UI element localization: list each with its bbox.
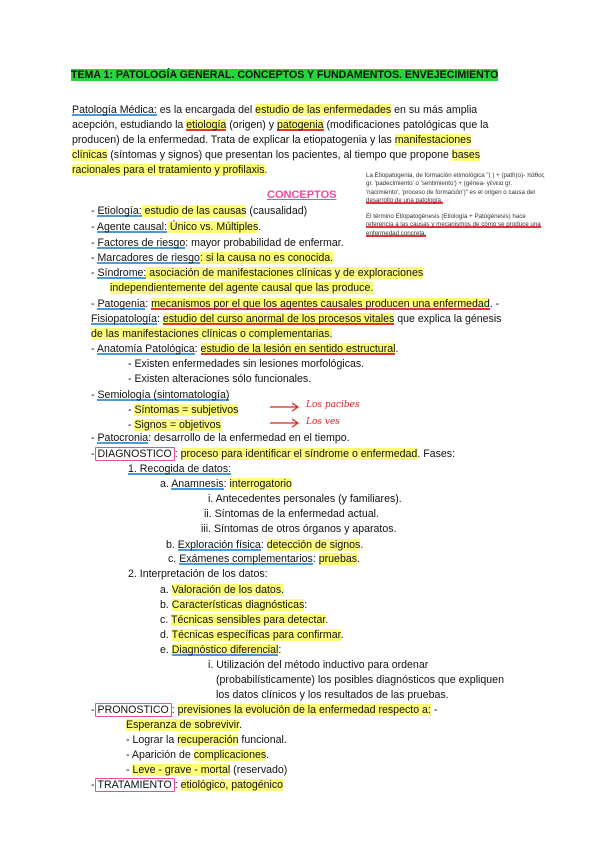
interp-b: b. Características diagnósticas:: [160, 599, 308, 611]
exploracion: b. Exploración física: detección de signos.: [166, 539, 364, 551]
interp-d: d. Técnicas específicas para confirmar.: [160, 629, 344, 641]
document-title: TEMA 1: PATOLOGÍA GENERAL. CONCEPTOS Y FUNDAMENTOS. ENVEJECIMIENTO: [71, 69, 499, 81]
concept-pronostico: - PRONOSTICO : previsiones la evolución de la enfermedad respecto a: -: [91, 704, 438, 716]
intro-line-1: Patología Médica: es la encargada del estudio de las enfermedades en su más amplia: [72, 104, 478, 116]
section-heading: CONCEPTOS: [267, 189, 337, 201]
metodo-line-2: (probabilísticamente) los posibles diagnósticos que expliquen: [216, 674, 504, 686]
fase-2: 2. Interpretación de los datos:: [128, 568, 268, 580]
concept-fisiopatologia-cont: de las manifestaciones clínicas o complementarias.: [91, 328, 333, 340]
concept-sindrome: - Síndrome: asociación de manifestaciones clínicas y de exploraciones: [91, 267, 424, 279]
pronostico-gravedad: - Leve - grave - mortal (reservado): [126, 764, 288, 776]
concept-patogenia: - Patogenia: mecanismos por el que los agentes causales producen una enfermedad. -: [91, 298, 500, 310]
concept-anatomia: - Anatomía Patológica: estudio de la lesión en sentido estructural.: [91, 343, 399, 355]
concept-marcadores-riesgo: - Marcadores de riesgo: si la causa no es conocida.: [91, 252, 334, 264]
hand-note-sintomas: Los pacibes: [306, 400, 360, 410]
interp-c: c. Técnicas sensibles para detectar.: [160, 614, 329, 626]
intro-line-2: acepción, estudiando la etiología (origen) y patogenia (modificaciones patológicas que la: [72, 119, 489, 131]
examenes: c. Exámenes complementarios: pruebas.: [168, 553, 360, 565]
metodo-line-1: i. Utilización del método inductivo para ordenar: [208, 659, 429, 671]
concept-diagnostico: - DIAGNOSTICO : proceso para identificar el síndrome o enfermedad. Fases:: [91, 448, 456, 460]
concept-tratamiento: - TRATAMIENTO : etiológico, patogénico: [91, 779, 284, 791]
concept-factores-riesgo: - Factores de riesgo: mayor probabilidad de enfermar.: [91, 237, 344, 249]
anatomia-sub-2: - Existen alteraciones sólo funcionales.: [128, 373, 312, 385]
semiologia-sintomas: - Síntomas = subjetivos: [128, 404, 239, 416]
anamnesis-sub-3: iii. Síntomas de otros órganos y aparatos.: [201, 523, 397, 535]
intro-line-4: clínicas (síntomas y signos) que presentan los pacientes, al tiempo que propone bases: [72, 149, 481, 161]
interp-a: a. Valoración de los datos.: [160, 584, 285, 596]
concept-semiologia: - Semiología (sintomatología): [91, 389, 230, 401]
anatomia-sub-1: - Existen enfermedades sin lesiones morfológicas.: [128, 358, 365, 370]
hand-note-signos: Los ves: [306, 417, 340, 427]
concept-fisiopatologia: Fisiopatología: estudio del curso anormal de los procesos vitales que explica la génesis: [91, 313, 502, 325]
side-note: La Etiopatogenia, de formación etimológica "( ) + (path(o)- πάθος gr. 'padecimiento' o 'sentimiento') + (génea- γένεια gr. 'nacimiento', 'proceso de formación')" es el origen o causa del desarrollo de una patología. El término Etiopatogénesis (Etiología + Patogénesis) hace referencia a las causas y mecanismos de cómo se produce una enfermedad concreta.: [366, 172, 545, 237]
concept-etiologia: - Etiología: estudio de las causas (causalidad): [91, 205, 308, 217]
pronostico-complicaciones: - Aparición de complicaciones.: [126, 749, 270, 761]
concept-patocronia: - Patocronia: desarrollo de la enfermedad en el tiempo.: [91, 432, 350, 444]
anamnesis: a. Anamnesis: interrogatorio: [160, 478, 292, 490]
concept-agente-causal: - Agente causal: Único vs. Múltiples.: [91, 221, 262, 233]
intro-line-5: racionales para el tratamiento y profilaxis.: [72, 164, 268, 176]
concept-sindrome-cont: independientemente del agente causal que las produce.: [110, 282, 374, 294]
metodo-line-3: los datos clínicos y los resultados de las pruebas.: [216, 689, 449, 701]
pronostico-esperanza: Esperanza de sobrevivir.: [126, 719, 243, 731]
intro-paragraph: [72, 103, 488, 178]
arrow-sintomas: [270, 403, 298, 411]
semiologia-signos: - Signos = objetivos: [128, 419, 221, 431]
arrow-signos: [270, 419, 298, 427]
intro-line-3: producen) de la enfermedad. Trata de explicar la etiopatogenia y las manifestaciones: [72, 134, 472, 146]
anamnesis-sub-2: ii. Síntomas de la enfermedad actual.: [204, 508, 379, 520]
interp-e: e. Diagnóstico diferencial:: [160, 644, 282, 656]
fase-1: 1. Recogida de datos:: [128, 463, 232, 475]
pronostico-recuperacion: - Lograr la recuperación funcional.: [126, 734, 287, 746]
anamnesis-sub-1: i. Antecedentes personales (y familiares).: [208, 493, 402, 505]
